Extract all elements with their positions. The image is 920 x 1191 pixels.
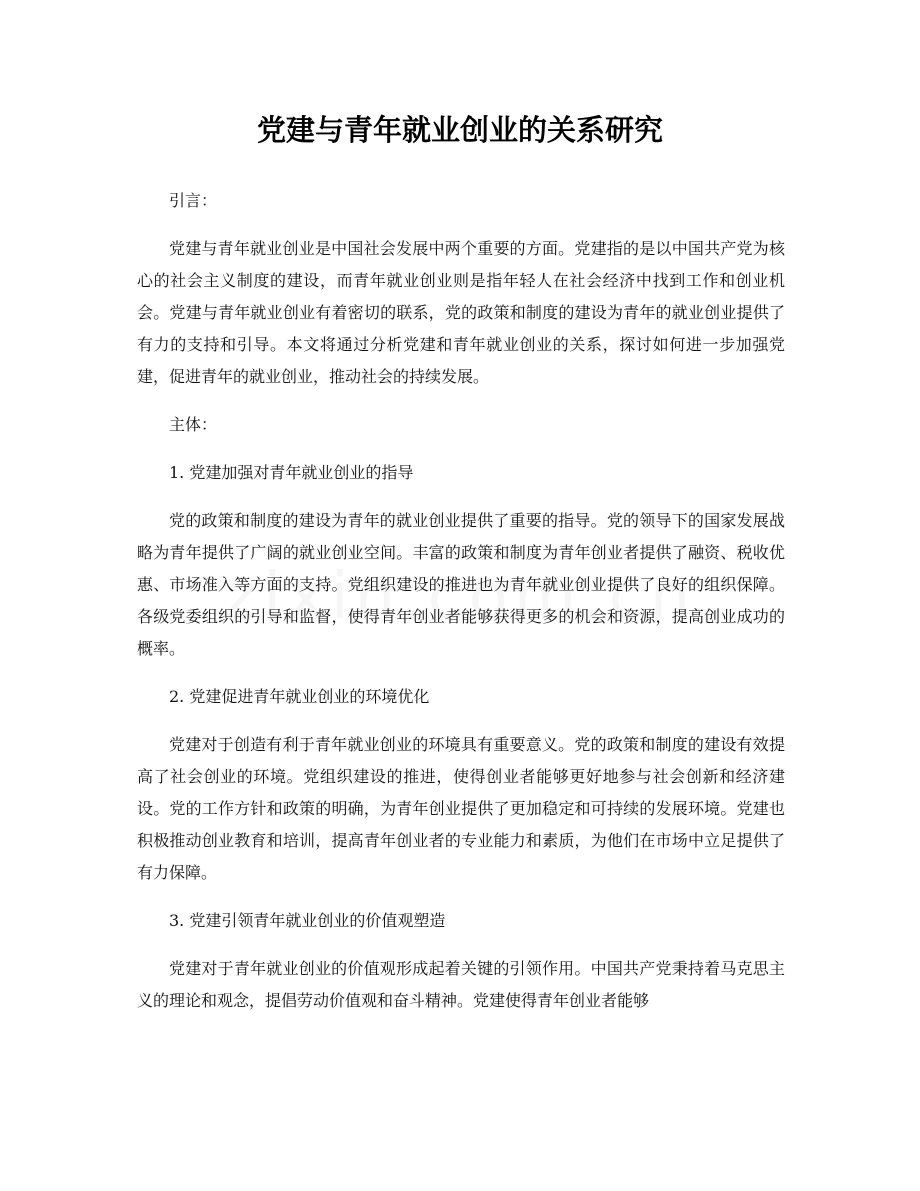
paragraph-section-1: 党的政策和制度的建设为青年的就业创业提供了重要的指导。党的领导下的国家发展战略为青年提供了广阔的就业创业空间。丰富的政策和制度为青年创业者提供了融资、税收优惠、市场准入等方面的支持。党组织建设的推进也为青年就业创业提供了良好的组织保障。各级党委组织的引导和监督，使得青年创业者能够获得更多的机会和资源，提高创业成功的概率。 xyxy=(137,511,785,658)
paragraph-section-3: 党建对于青年就业创业的价值观形成起着关键的引领作用。中国共产党秉持着马克思主义的理论和观念，提倡劳动价值观和奋斗精神。党建使得青年创业者能够 xyxy=(137,959,785,1010)
document-title: 党建与青年就业创业的关系研究 xyxy=(256,113,663,147)
section-heading-1: 1. 党建加强对青年就业创业的指导 xyxy=(169,463,414,482)
paragraph-intro: 党建与青年就业创业是中国社会发展中两个重要的方面。党建指的是以中国共产党为核心的社会主义制度的建设，而青年就业创业则是指年轻人在社会经济中找到工作和创业机会。党建与青年就业创业有着密切的联系，党的政策和制度的建设为青年的就业创业提供了有力的支持和引导。本文将通过分析党建和青年就业创业的关系，探讨如何进一步加强党建，促进青年的就业创业，推动社会的持续发展。 xyxy=(137,239,785,386)
section-heading-3: 3. 党建引领青年就业创业的价值观塑造 xyxy=(169,911,446,930)
section-heading-2: 2. 党建促进青年就业创业的环境优化 xyxy=(169,687,430,706)
section-label-main: 主体： xyxy=(169,415,218,434)
document-body xyxy=(137,185,785,1033)
section-label-intro: 引言： xyxy=(169,191,218,210)
paragraph-section-2: 党建对于创造有利于青年就业创业的环境具有重要意义。党的政策和制度的建设有效提高了社会创业的环境。党组织建设的推进，使得创业者能够更好地参与社会创新和经济建设。党的工作方针和政策的明确，为青年创业提供了更加稳定和可持续的发展环境。党建也积极推动创业教育和培训，提高青年创业者的专业能力和素质，为他们在市场中立足提供了有力保障。 xyxy=(137,735,785,882)
